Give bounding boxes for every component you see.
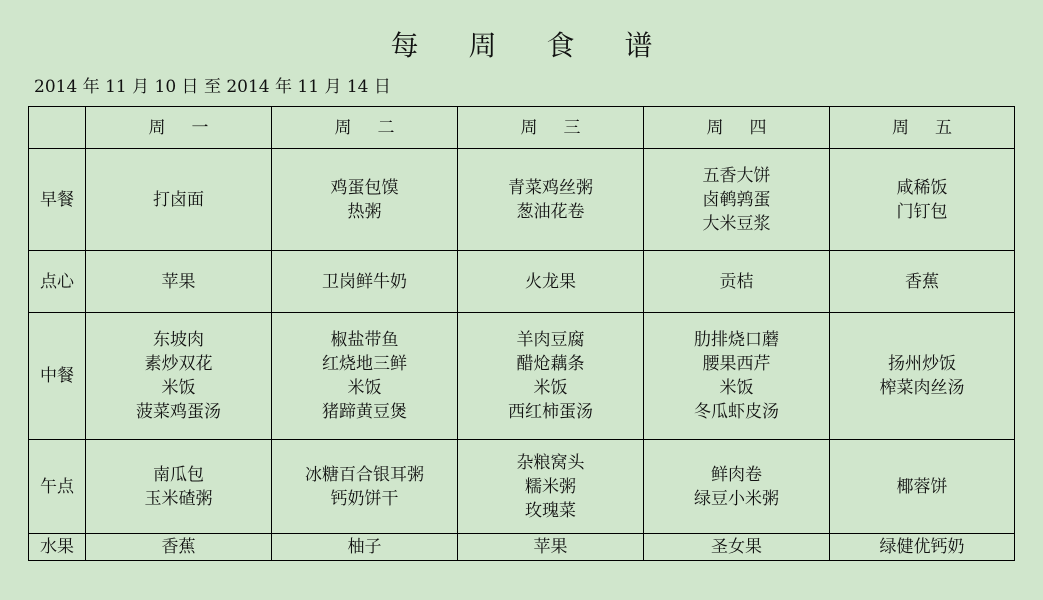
meal-row — [29, 534, 1015, 561]
menu-cell — [458, 440, 644, 534]
day-header — [272, 107, 458, 149]
dish-item: 绿健优钙奶 — [879, 537, 965, 557]
dish-item: 椰蓉饼 — [896, 476, 948, 497]
dish-item: 五香大饼 — [702, 165, 771, 186]
menu-cell — [272, 534, 458, 561]
menu-cell — [272, 149, 458, 251]
dish-item: 素炒双花 — [144, 354, 213, 374]
day-header-label: 周五 — [892, 117, 978, 138]
dish-item: 绿豆小米粥 — [694, 488, 779, 509]
menu-body — [29, 107, 1015, 561]
dish-item: 青菜鸡丝粥 — [508, 177, 593, 198]
weekly-menu-table — [28, 106, 1015, 561]
menu-cell — [830, 534, 1015, 561]
dish-item: 打卤面 — [153, 189, 204, 210]
day-header-label: 周三 — [520, 117, 607, 138]
dish-item: 葱油花卷 — [516, 201, 585, 222]
menu-cell — [644, 251, 830, 313]
day-header — [830, 107, 1015, 149]
menu-cell — [272, 251, 458, 313]
menu-cell — [830, 149, 1015, 251]
dish-item: 卫岗鲜牛奶 — [322, 271, 407, 292]
dish-item: 咸稀饭 — [896, 177, 948, 198]
menu-cell — [458, 534, 644, 561]
menu-cell — [644, 313, 830, 440]
dish-item: 西红柿蛋汤 — [508, 402, 593, 422]
dish-item: 羊肉豆腐 — [516, 330, 585, 350]
dish-item: 苹果 — [161, 271, 196, 292]
day-header — [86, 107, 272, 149]
dish-item: 苹果 — [533, 537, 568, 557]
menu-cell — [86, 534, 272, 561]
meal-row — [29, 313, 1015, 440]
dish-item: 冰糖百合银耳粥 — [305, 464, 424, 485]
menu-cell — [458, 251, 644, 313]
dish-item: 柚子 — [347, 537, 382, 557]
day-header-label: 周二 — [334, 117, 421, 138]
dish-item: 玫瑰菜 — [525, 500, 576, 521]
dish-item: 卤鹌鹑蛋 — [702, 189, 771, 210]
meal-label: 水果 — [29, 534, 86, 561]
menu-cell — [830, 251, 1015, 313]
menu-cell — [458, 149, 644, 251]
dish-item: 鸡蛋包馍 — [330, 177, 399, 198]
dish-item: 贡桔 — [719, 271, 754, 292]
dish-item: 榨菜肉丝汤 — [879, 378, 965, 398]
date-range: 2014 年 11 月 10 日 至 2014 年 11 月 14 日 — [34, 77, 391, 97]
menu-cell — [830, 440, 1015, 534]
meal-label: 点心 — [29, 251, 86, 313]
menu-cell — [86, 251, 272, 313]
dish-item: 猪蹄黄豆煲 — [322, 402, 407, 422]
menu-cell — [830, 313, 1015, 440]
meal-row — [29, 149, 1015, 251]
dish-item: 香蕉 — [161, 537, 196, 557]
dish-item: 杂粮窝头 — [516, 452, 585, 473]
dish-item: 火龙果 — [525, 271, 576, 292]
header-row — [29, 107, 1015, 149]
dish-item: 米饭 — [719, 378, 754, 398]
menu-cell — [272, 313, 458, 440]
dish-item: 红烧地三鲜 — [322, 354, 407, 374]
dish-item: 香蕉 — [905, 271, 939, 292]
dish-item: 糯米粥 — [525, 476, 576, 497]
day-header-label: 周四 — [706, 117, 793, 138]
menu-cell — [86, 313, 272, 440]
dish-item: 玉米碴粥 — [144, 488, 213, 509]
meal-label: 中餐 — [29, 313, 86, 440]
dish-item: 菠菜鸡蛋汤 — [136, 402, 221, 422]
meal-row — [29, 251, 1015, 313]
dish-item: 门钉包 — [896, 201, 948, 222]
meal-label: 午点 — [29, 440, 86, 534]
menu-cell — [644, 440, 830, 534]
dish-item: 醋炝藕条 — [516, 354, 585, 374]
meal-label: 早餐 — [29, 149, 86, 251]
dish-item: 钙奶饼干 — [330, 488, 399, 509]
day-header — [644, 107, 830, 149]
menu-cell — [458, 313, 644, 440]
dish-item: 东坡肉 — [153, 330, 204, 350]
dish-item: 米饭 — [347, 378, 382, 398]
corner-cell — [29, 107, 86, 149]
dish-item: 扬州炒饭 — [888, 354, 956, 374]
menu-cell — [644, 149, 830, 251]
dish-item: 大米豆浆 — [702, 213, 771, 234]
page-title: 每周食谱 — [390, 29, 703, 62]
menu-cell — [86, 149, 272, 251]
meal-row — [29, 440, 1015, 534]
dish-item: 肋排烧口蘑 — [694, 330, 779, 350]
dish-item: 腰果西芹 — [702, 354, 771, 374]
dish-item: 鲜肉卷 — [711, 464, 762, 485]
dish-item: 米饭 — [533, 378, 568, 398]
day-header-label: 周一 — [148, 117, 235, 138]
dish-item: 热粥 — [347, 201, 382, 222]
menu-cell — [86, 440, 272, 534]
dish-item: 椒盐带鱼 — [330, 330, 399, 350]
day-header — [458, 107, 644, 149]
menu-cell — [644, 534, 830, 561]
dish-item: 冬瓜虾皮汤 — [694, 402, 779, 422]
dish-item: 南瓜包 — [153, 464, 204, 485]
dish-item: 米饭 — [161, 378, 196, 398]
dish-item: 圣女果 — [711, 537, 762, 557]
menu-cell — [272, 440, 458, 534]
